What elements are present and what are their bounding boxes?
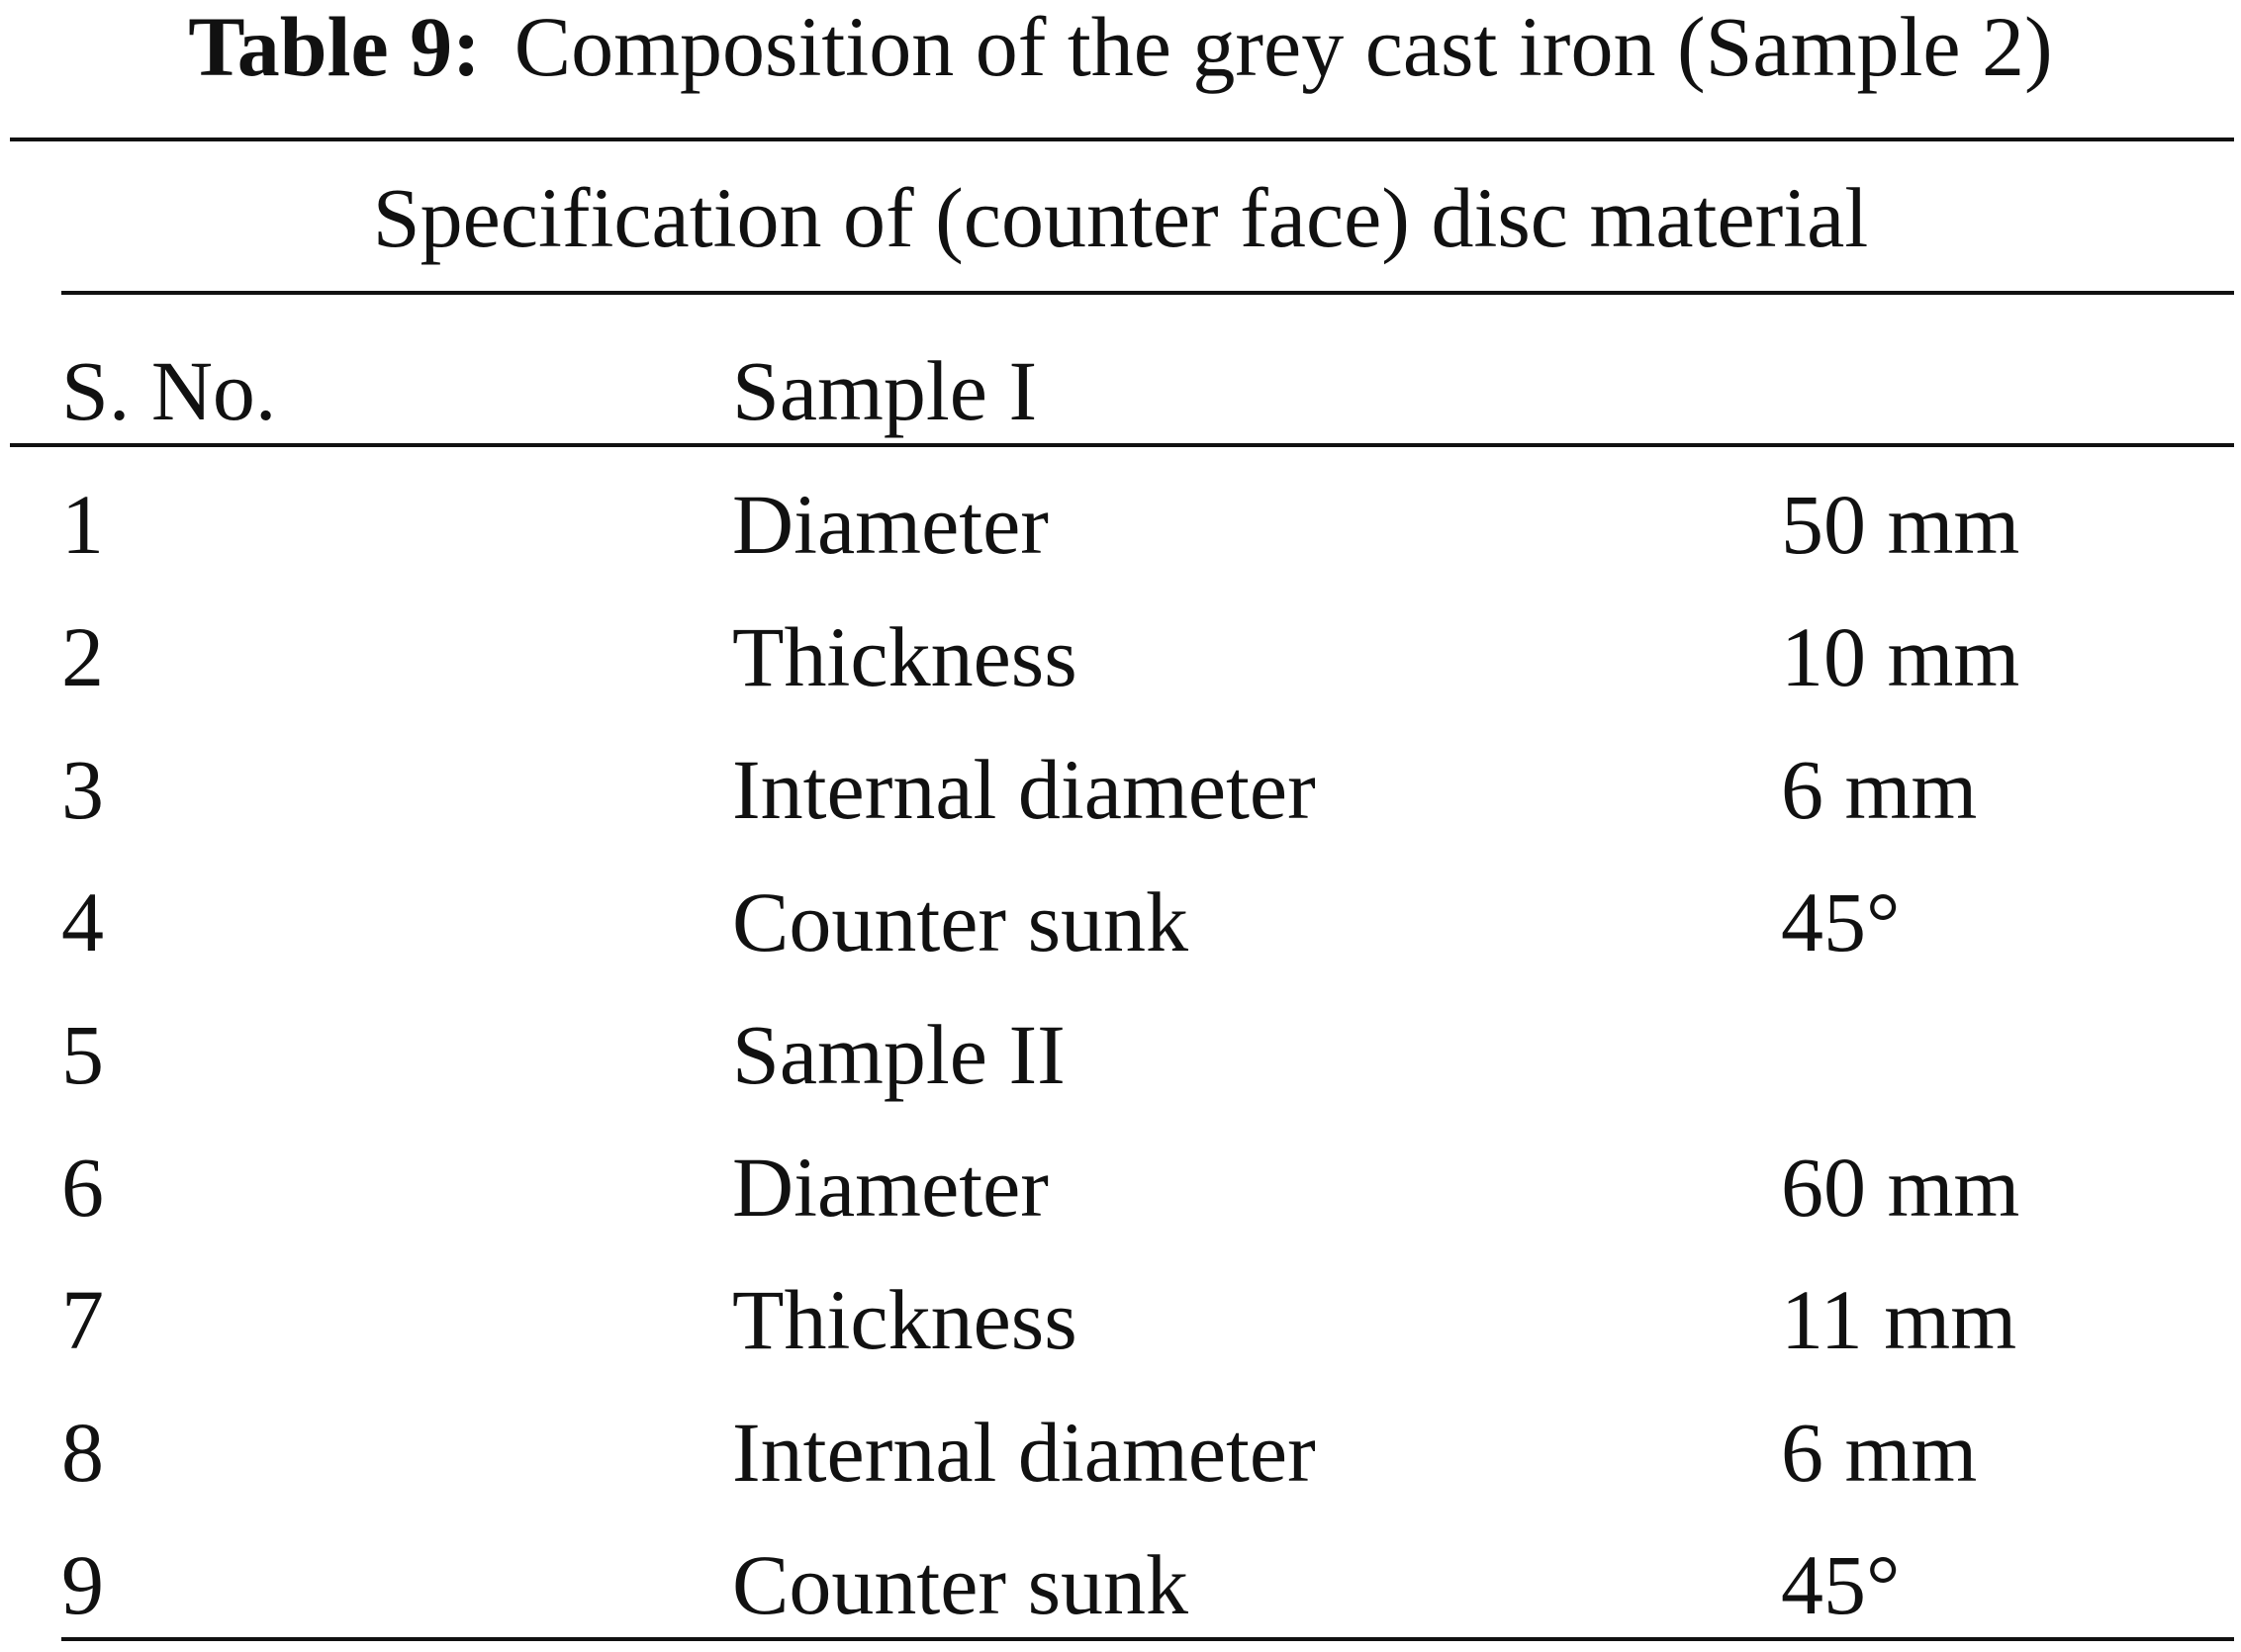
table-row <box>0 1005 2241 1104</box>
table-row <box>0 1403 2241 1502</box>
row-item: Thickness <box>732 609 1077 704</box>
row-number: 9 <box>61 1537 104 1632</box>
row-item: Diameter <box>732 1140 1049 1235</box>
table-row <box>0 475 2241 574</box>
row-number: 1 <box>61 477 104 572</box>
spec-heading: Specification of (counter face) disc material <box>372 170 1869 265</box>
row-value: 60 mm <box>1781 1140 2020 1235</box>
row-number: 3 <box>61 742 104 837</box>
row-number: 7 <box>61 1272 104 1367</box>
row-number: 4 <box>61 874 104 969</box>
row-value: 45° <box>1781 1537 1901 1632</box>
row-item: Internal diameter <box>732 1405 1316 1500</box>
table-row <box>0 607 2241 706</box>
row-value: 10 mm <box>1781 609 2020 704</box>
row-item: Diameter <box>732 477 1049 572</box>
row-number: 2 <box>61 609 104 704</box>
row-item: Thickness <box>732 1272 1077 1367</box>
row-value: 6 mm <box>1781 1405 1978 1500</box>
table-row <box>0 1138 2241 1237</box>
table-caption-label: Table 9: <box>188 0 481 94</box>
row-item: Counter sunk <box>732 1537 1189 1632</box>
table-row <box>0 1535 2241 1634</box>
table-caption-text: Composition of the grey cast iron (Sample 2) <box>514 0 2053 94</box>
row-value: 50 mm <box>1781 477 2020 572</box>
row-item: Sample II <box>732 1007 1066 1102</box>
header-sample: Sample I <box>732 343 1038 438</box>
row-number: 6 <box>61 1140 104 1235</box>
header-sno: S. No. <box>61 343 277 438</box>
row-item: Counter sunk <box>732 874 1189 969</box>
bottom-rule <box>61 1637 2234 1641</box>
row-number: 5 <box>61 1007 104 1102</box>
row-value: 6 mm <box>1781 742 1978 837</box>
row-value: 45° <box>1781 874 1901 969</box>
table-row <box>0 740 2241 839</box>
table-row <box>0 1270 2241 1369</box>
row-value: 11 mm <box>1781 1272 2017 1367</box>
row-number: 8 <box>61 1405 104 1500</box>
row-item: Internal diameter <box>732 742 1316 837</box>
table-row <box>0 872 2241 971</box>
